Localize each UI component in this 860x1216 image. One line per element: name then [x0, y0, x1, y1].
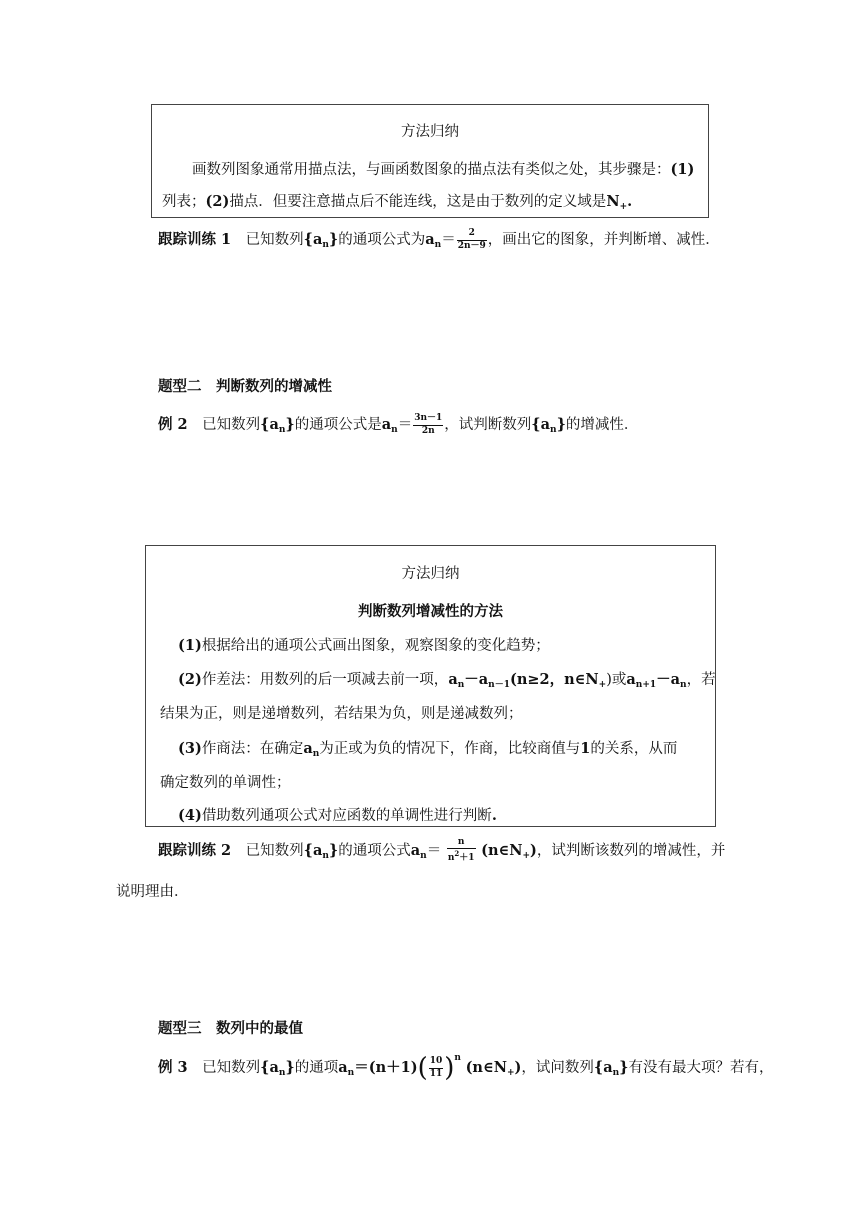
example-2: 例 2 已知数列$\{a_n\}$的通项公式是$a_n=$ $\frac{3n-1}{2n}$ ，试判断数列$\{a_n\}$的增减性．: [158, 413, 639, 436]
method-box-2-subtitle: 判断数列增减性的方法: [358, 603, 503, 620]
method-box-1-title: 方法归纳: [401, 124, 459, 140]
fraction-ex4: $\frac{10}{11}$: [429, 1056, 443, 1079]
method-box-2-title: 方法归纳: [401, 566, 460, 582]
section-heading-type-2: 题型二 判断数列的增减性: [158, 378, 332, 395]
method-item-2: (2)作差法：用数列的后一项减去前一项，$a_n-a_{n-1}(n\ge 2$，$n\in N_+$)或$a_{n+1}-a_n$，若: [178, 671, 716, 690]
method-item-2-line2: 结果为正，则是递增数列，若结果为负，则是递减数列；: [160, 706, 523, 722]
method-item-1: (1)根据给出的通项公式画出图象，观察图象的变化趋势；: [178, 637, 550, 654]
left-paren: (: [417, 1053, 428, 1083]
fraction-ex3: $\frac{n}{n^2+1}$: [447, 837, 475, 864]
tracking-exercise-2-line2: 说明理由．: [116, 884, 189, 900]
tracking-exercise-1: 跟踪训练 1 已知数列$\{a_n\}$的通项公式为$a_n=$ $\frac{2}{2n-9}$ ，画出它的图象，并判断增、减性．: [158, 228, 720, 251]
tracking-exercise-2: 跟踪训练 2 已知数列$\{a_n\}$的通项公式$a_n=$ $\frac{n}{n^2+1}$ $(n\in N_+)$，试判断该数列的增减性，并: [158, 837, 726, 864]
method-item-3: (3)作商法：在确定$a_n$为正或为负的情况下，作商，比较商值与1的关系，从而: [178, 740, 678, 759]
fraction-ex2: $\frac{3n-1}{2n}$: [414, 413, 443, 436]
right-paren: ): [444, 1053, 455, 1083]
section-heading-type-3: 题型三 数列中的最值: [158, 1020, 303, 1037]
method-item-3-line2: 确定数列的单调性；: [160, 775, 291, 791]
method-box-1-line2: 列表；(2)描点．但要注意描点后不能连线，这是由于数列的定义域是$N_+$.: [162, 193, 633, 212]
method-box-1-line1: 画数列图象通常用描点法，与画函数图象的描点法有类似之处，其步骤是：(1): [192, 161, 695, 178]
method-item-4: (4)借助数列通项公式对应函数的单调性进行判断.: [178, 807, 497, 824]
fraction-ex1: $\frac{2}{2n-9}$: [457, 228, 486, 251]
example-3: 例 3 已知数列$\{a_n\}$的通项$a_n=(n+1)$( $\frac{10}{11}$ )$^n$ $(n\in N_+)$，试问数列$\{a_n\}$有没有最大项？若有，: [158, 1053, 774, 1083]
